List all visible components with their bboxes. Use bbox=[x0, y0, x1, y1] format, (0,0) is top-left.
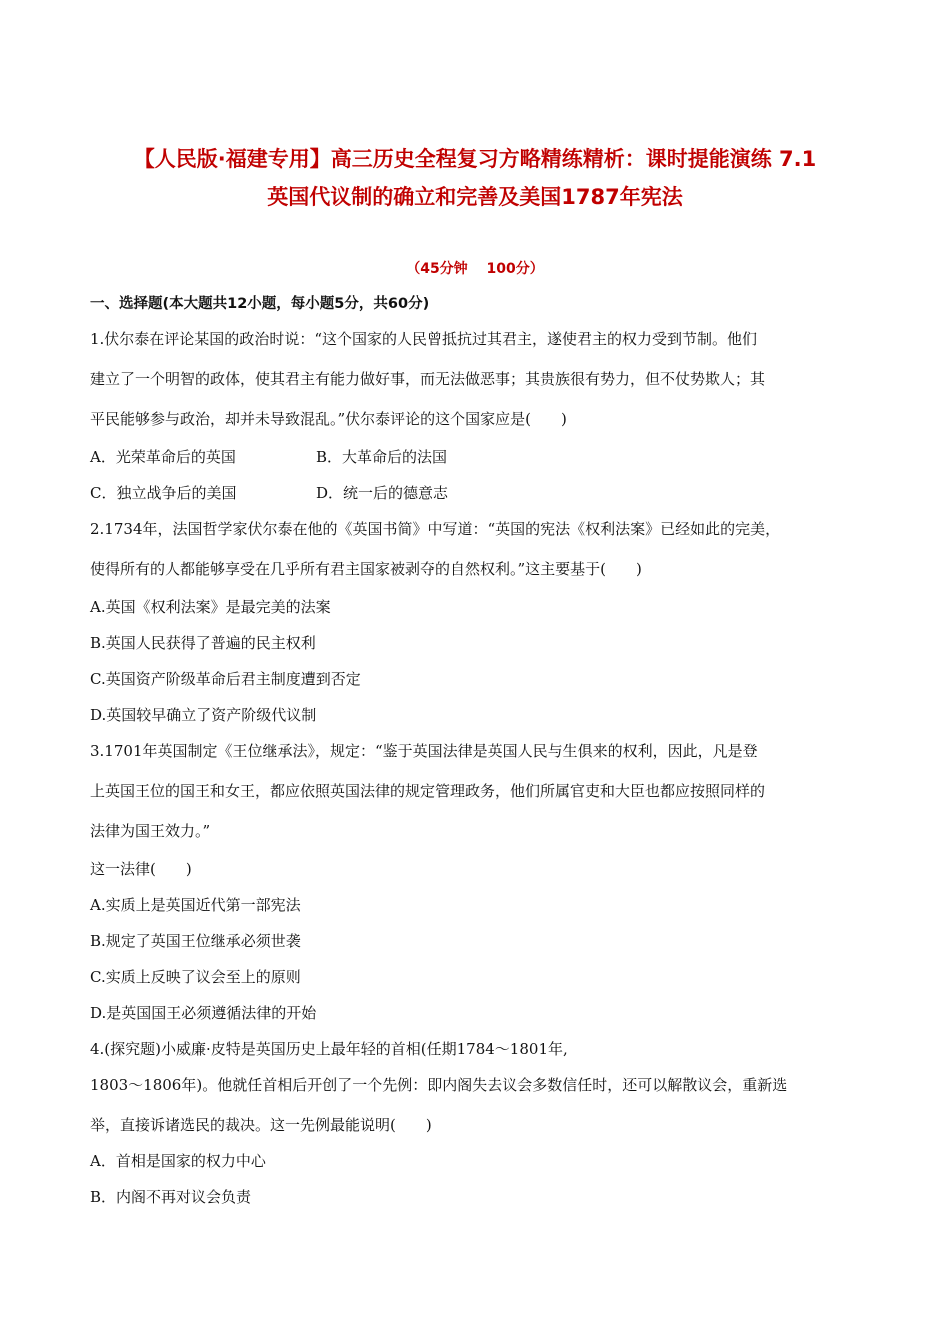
q3-line-2: 上英国王位的国王和女王，都应依照英国法律的规定管理政务，他们所属官吏和大臣也都应按照同样的 bbox=[90, 782, 766, 800]
section-heading: 一、选择题(本大题共12小题，每小题5分，共60分) bbox=[90, 296, 430, 312]
q1-line-1: 1.伏尔泰在评论某国的政治时说：“这个国家的人民曾抵抗过其君主，遂使君主的权力受到节制。他们 bbox=[90, 330, 757, 348]
q3-line-3: 法律为国王效力。” bbox=[90, 822, 211, 840]
q1-option-d: D．统一后的德意志 bbox=[316, 484, 449, 502]
q3-line-1: 3.1701年英国制定《王位继承法》，规定：“鉴于英国法律是英国人民与生俱来的权利，因此，凡是登 bbox=[90, 742, 758, 760]
q4-option-b: B．内阁不再对议会负责 bbox=[90, 1188, 252, 1206]
q2-option-a: A.英国《权利法案》是最完美的法案 bbox=[90, 598, 331, 616]
q3-option-a: A.实质上是英国近代第一部宪法 bbox=[90, 896, 301, 914]
q1-line-3: 平民能够参与政治，却并未导致混乱。”伏尔泰评论的这个国家应是( ) bbox=[90, 410, 567, 428]
q2-option-c: C.英国资产阶级革命后君主制度遭到否定 bbox=[90, 670, 361, 688]
title-line-1: 【人民版·福建专用】高三历史全程复习方略精练精析：课时提能演练 7.1 bbox=[133, 147, 817, 171]
q3-option-c: C.实质上反映了议会至上的原则 bbox=[90, 968, 301, 986]
q2-option-b: B.英国人民获得了普遍的民主权利 bbox=[90, 634, 316, 652]
q4-line-1: 4.(探究题)小威廉·皮特是英国历史上最年轻的首相(任期1784～1801年, bbox=[90, 1040, 568, 1058]
q1-line-2: 建立了一个明智的政体，使其君主有能力做好事，而无法做恶事；其贵族很有势力，但不仗势欺人；其 bbox=[90, 370, 766, 388]
q4-option-a: A．首相是国家的权力中心 bbox=[90, 1152, 266, 1170]
title-line-2: 英国代议制的确立和完善及美国1787年宪法 bbox=[267, 185, 683, 209]
q1-option-a: A．光荣革命后的英国 bbox=[90, 448, 236, 466]
q3-line-4: 这一法律( ) bbox=[90, 860, 192, 878]
q2-line-2: 使得所有的人都能够享受在几乎所有君主国家被剥夺的自然权利。”这主要基于( ) bbox=[90, 560, 642, 578]
q3-option-d: D.是英国国王必须遵循法律的开始 bbox=[90, 1004, 317, 1022]
q4-line-2: 1803～1806年)。他就任首相后开创了一个先例：即内阁失去议会多数信任时，还可以解散议会，重新选 bbox=[90, 1076, 788, 1094]
q1-option-b: B．大革命后的法国 bbox=[316, 448, 448, 466]
q4-line-3: 举，直接诉诸选民的裁决。这一先例最能说明( ) bbox=[90, 1116, 432, 1134]
q1-option-c: C．独立战争后的美国 bbox=[90, 484, 237, 502]
q3-option-b: B.规定了英国王位继承必须世袭 bbox=[90, 932, 301, 950]
q2-option-d: D.英国较早确立了资产阶级代议制 bbox=[90, 706, 317, 724]
exam-duration-score: （45分钟 100分） bbox=[406, 261, 544, 277]
q2-line-1: 2.1734年，法国哲学家伏尔泰在他的《英国书简》中写道：“英国的宪法《权利法案》已经如此的完美， bbox=[90, 520, 781, 538]
